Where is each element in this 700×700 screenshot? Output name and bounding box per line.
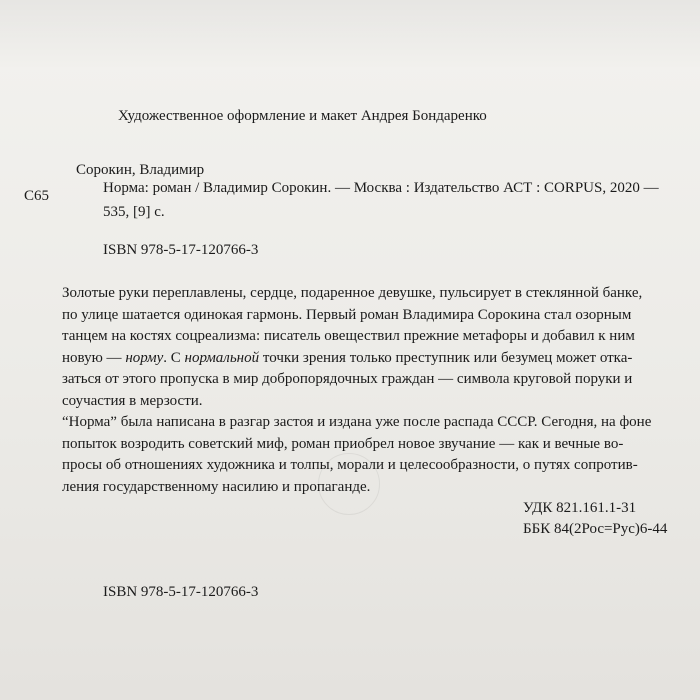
author-heading: Сорокин, Владимир xyxy=(76,162,205,178)
text-line: ления государственному насилию и пропаганде. xyxy=(62,478,371,495)
text-line: соучастия в мерзости. xyxy=(62,392,203,409)
annotation-paragraph-1 xyxy=(62,283,682,412)
text-line: попыток возродить советский миф, роман приобрел новое звучание — как и вечные во- xyxy=(62,435,624,452)
classification-code: С65 xyxy=(24,188,50,204)
bibliographic-line-2: 535, [9] с. xyxy=(103,204,165,220)
udk-index: УДК 821.161.1-31 xyxy=(523,500,637,516)
text-line: заться от этого пропуска в мир добропорядочных граждан — символа круговой поруки и xyxy=(62,371,633,387)
text-line: “Норма” была написана в разгар застоя и издана уже после распада СССР. Сегодня, на фоне xyxy=(62,414,652,430)
annotation-paragraph-2 xyxy=(62,412,682,498)
design-credits: Художественное оформление и макет Андрея Бондаренко xyxy=(118,108,487,124)
isbn-top: ISBN 978-5-17-120766-3 xyxy=(103,242,259,258)
emphasis-normal: нормальной xyxy=(184,349,260,366)
text-line: Золотые руки переплавлены, сердце, подаренное девушке, пульсирует в стеклянной банке, xyxy=(62,285,643,301)
page-shadow xyxy=(0,0,700,70)
text-line: танцем на костях соцреализма: писатель овеществил прежние метафоры и добавил к ним xyxy=(62,328,635,344)
bbk-index: ББК 84(2Рос=Рус)6-44 xyxy=(523,521,668,537)
isbn-bottom: ISBN 978-5-17-120766-3 xyxy=(103,584,259,600)
bibliographic-line-1: Норма: роман / Владимир Сорокин. — Москва : Издательство АСТ : CORPUS, 2020 — xyxy=(103,180,659,196)
text-line: новую — норму. С нормальной точки зрения только преступник или безумец может отка- xyxy=(62,349,633,366)
emphasis-norm: норму xyxy=(125,349,164,366)
text-line: просы об отношениях художника и толпы, морали и целесообразности, о путях сопротив- xyxy=(62,457,638,473)
text-line: по улице шатается одинокая гармонь. Первый роман Владимира Сорокина стал озорным xyxy=(62,306,632,323)
